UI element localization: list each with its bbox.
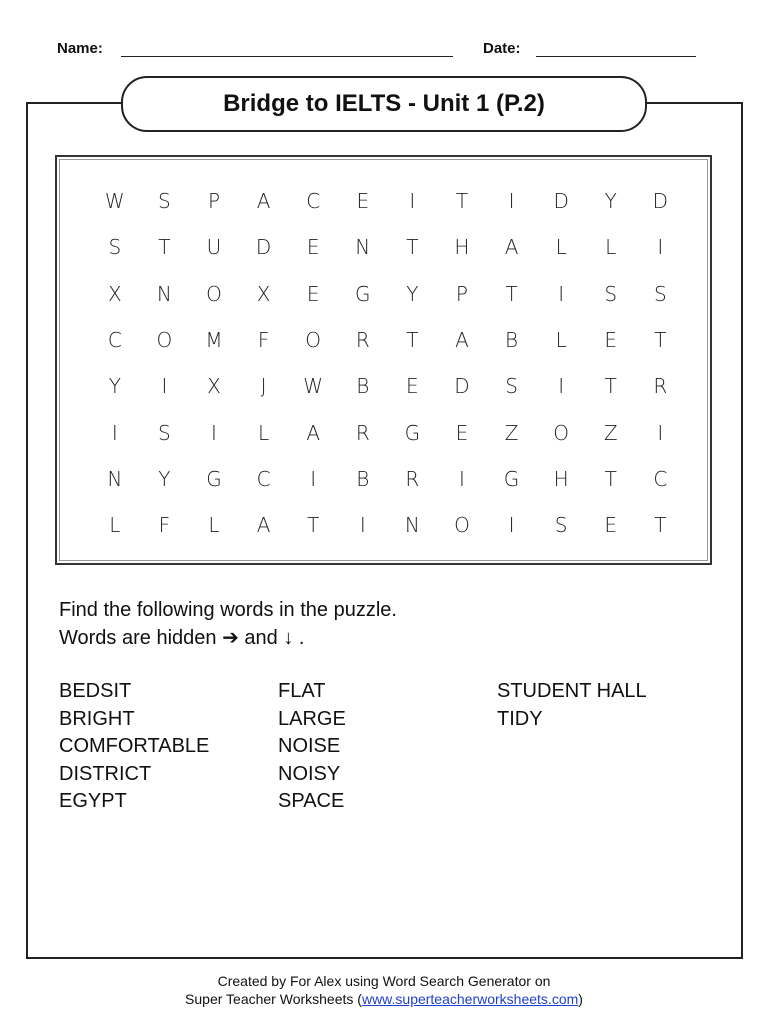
- grid-letter[interactable]: R: [355, 328, 370, 353]
- word-item: TIDY: [497, 707, 543, 730]
- word-item: NOISE: [278, 735, 341, 757]
- word-item: FLAT: [278, 680, 326, 702]
- grid-letter[interactable]: J: [260, 374, 267, 399]
- grid-letter[interactable]: C: [107, 328, 122, 353]
- grid-letter[interactable]: O: [553, 420, 570, 445]
- grid-letter[interactable]: I: [558, 281, 565, 306]
- grid-letter[interactable]: E: [604, 328, 618, 353]
- word-column: [278, 678, 497, 816]
- word-item: BEDSIT: [59, 680, 132, 702]
- grid-letter[interactable]: T: [158, 235, 171, 260]
- grid-letter[interactable]: I: [211, 420, 217, 445]
- footer-line-1: Created by For Alex using Word Search Generator on: [217, 973, 551, 989]
- grid-letter[interactable]: L: [208, 513, 220, 538]
- instructions-line-2: [59, 624, 397, 652]
- grid-letter[interactable]: I: [459, 466, 465, 491]
- word-column: [497, 678, 697, 816]
- grid-letter[interactable]: A: [504, 235, 519, 260]
- grid-letter[interactable]: S: [604, 281, 618, 306]
- grid-letter[interactable]: F: [158, 513, 171, 538]
- footer-line-2: [0, 990, 768, 1008]
- instructions: [59, 596, 397, 652]
- grid-letter[interactable]: Z: [603, 420, 618, 445]
- grid-letter[interactable]: E: [406, 374, 419, 399]
- grid-letter[interactable]: L: [258, 420, 270, 445]
- grid-letter[interactable]: E: [306, 235, 320, 260]
- grid-letter[interactable]: I: [409, 189, 416, 214]
- grid-letter[interactable]: N: [355, 235, 371, 260]
- grid-letter[interactable]: O: [305, 328, 322, 353]
- grid-letter[interactable]: R: [355, 420, 370, 445]
- grid-letter[interactable]: O: [156, 328, 173, 353]
- grid-letter[interactable]: X: [207, 374, 221, 399]
- grid-letter[interactable]: Y: [604, 189, 617, 214]
- worksheet-title: [121, 76, 647, 132]
- grid-letter[interactable]: O: [454, 513, 470, 538]
- word-item: STUDENT HALL: [497, 680, 647, 702]
- grid-letter[interactable]: H: [454, 235, 470, 260]
- grid-letter[interactable]: N: [156, 281, 172, 306]
- grid-letter[interactable]: C: [653, 466, 668, 491]
- grid-letter[interactable]: S: [554, 513, 568, 538]
- grid-letter[interactable]: U: [206, 235, 222, 260]
- website-link[interactable]: www.superteacherworksheets.com: [361, 991, 579, 1007]
- grid-letter[interactable]: T: [406, 328, 419, 353]
- grid-letter[interactable]: D: [553, 189, 569, 214]
- grid-letter[interactable]: M: [205, 328, 223, 353]
- word-item: DISTRICT: [59, 762, 152, 785]
- word-item: SPACE: [278, 790, 345, 812]
- grid-letter[interactable]: G: [355, 281, 371, 306]
- grid-letter[interactable]: D: [652, 189, 669, 214]
- grid-letter[interactable]: A: [455, 328, 469, 353]
- grid-letter[interactable]: B: [356, 374, 370, 399]
- word-column: [59, 678, 278, 816]
- grid-letter[interactable]: R: [405, 466, 420, 491]
- grid-letter[interactable]: Y: [406, 281, 419, 306]
- grid-letter[interactable]: P: [207, 189, 221, 214]
- name-field[interactable]: [121, 56, 453, 57]
- word-item: EGYPT: [59, 790, 127, 812]
- grid-letter[interactable]: E: [356, 189, 370, 214]
- grid-letter[interactable]: N: [107, 466, 123, 491]
- grid-letter[interactable]: S: [158, 189, 171, 214]
- grid-letter[interactable]: L: [555, 235, 567, 260]
- grid-letter[interactable]: Y: [108, 374, 121, 399]
- grid-letter[interactable]: E: [604, 513, 618, 538]
- grid-letter[interactable]: G: [404, 420, 421, 445]
- grid-letter[interactable]: T: [505, 281, 518, 306]
- grid-letter[interactable]: A: [306, 420, 321, 445]
- word-item: LARGE: [278, 707, 346, 730]
- grid-letter[interactable]: X: [107, 281, 122, 306]
- grid-letter[interactable]: P: [455, 281, 468, 306]
- grid-letter[interactable]: T: [604, 374, 617, 399]
- instructions-and: and: [244, 627, 278, 649]
- grid-letter[interactable]: G: [206, 466, 222, 491]
- grid-letter[interactable]: O: [206, 281, 222, 306]
- grid-letter[interactable]: L: [109, 513, 121, 538]
- grid-letter[interactable]: I: [508, 189, 515, 214]
- grid-letter[interactable]: H: [553, 466, 569, 491]
- grid-letter[interactable]: X: [256, 281, 271, 306]
- grid-letter[interactable]: T: [455, 189, 469, 214]
- grid-letter[interactable]: C: [306, 189, 321, 214]
- grid-letter[interactable]: T: [604, 466, 617, 491]
- grid-letter[interactable]: E: [455, 420, 469, 445]
- grid-letter[interactable]: A: [256, 513, 271, 538]
- instructions-suffix: .: [298, 627, 305, 649]
- word-item: COMFORTABLE: [59, 735, 210, 757]
- arrow-right-icon: ➔: [222, 627, 239, 649]
- grid-letter[interactable]: L: [605, 235, 617, 260]
- header-row: [0, 38, 768, 62]
- worksheet-title-text: Bridge to IELTS - Unit 1 (P.2): [223, 90, 545, 117]
- grid-letter[interactable]: S: [505, 374, 518, 399]
- name-label: Name:: [57, 40, 103, 57]
- grid-letter[interactable]: I: [657, 235, 664, 260]
- grid-letter[interactable]: I: [359, 513, 366, 538]
- grid-letter[interactable]: I: [508, 513, 515, 538]
- grid-letter[interactable]: T: [307, 513, 320, 538]
- grid-letter[interactable]: B: [504, 328, 519, 353]
- grid-letter[interactable]: A: [256, 189, 271, 214]
- grid-letter[interactable]: Z: [504, 420, 519, 445]
- word-item: NOISY: [278, 762, 341, 785]
- grid-letter[interactable]: T: [654, 513, 667, 538]
- grid-letter[interactable]: F: [257, 328, 270, 353]
- grid-letter[interactable]: I: [657, 420, 664, 445]
- grid-letter[interactable]: N: [404, 513, 420, 538]
- grid-letter[interactable]: I: [558, 374, 565, 399]
- arrow-down-icon: ↓: [283, 627, 294, 649]
- grid-letter[interactable]: C: [256, 466, 271, 491]
- grid-letter[interactable]: L: [555, 328, 567, 353]
- grid-letter[interactable]: Y: [158, 466, 171, 491]
- word-list: [59, 678, 699, 816]
- letter-grid: [90, 178, 684, 548]
- grid-letter[interactable]: S: [108, 235, 122, 260]
- instructions-line-1: Find the following words in the puzzle.: [59, 599, 397, 621]
- grid-letter[interactable]: D: [255, 235, 272, 260]
- grid-letter[interactable]: I: [161, 374, 168, 399]
- grid-letter[interactable]: D: [454, 374, 470, 399]
- grid-letter[interactable]: G: [503, 466, 520, 491]
- footer: [0, 972, 768, 1008]
- grid-letter[interactable]: B: [356, 466, 370, 491]
- grid-letter[interactable]: T: [654, 328, 667, 353]
- grid-letter[interactable]: T: [406, 235, 419, 260]
- grid-letter[interactable]: R: [653, 374, 668, 399]
- date-label: Date:: [483, 40, 521, 57]
- grid-letter[interactable]: W: [303, 374, 324, 399]
- instructions-prefix: Words are hidden: [59, 627, 217, 649]
- grid-letter[interactable]: S: [653, 281, 667, 306]
- grid-letter[interactable]: I: [111, 420, 118, 445]
- grid-letter[interactable]: S: [158, 420, 171, 445]
- footer-prefix: Super Teacher Worksheets (: [185, 991, 362, 1007]
- footer-suffix: ): [578, 991, 583, 1007]
- grid-letter[interactable]: W: [104, 189, 125, 214]
- word-item: BRIGHT: [59, 707, 135, 730]
- grid-letter[interactable]: E: [306, 281, 320, 306]
- grid-letter[interactable]: I: [310, 466, 317, 491]
- date-field[interactable]: [536, 56, 696, 57]
